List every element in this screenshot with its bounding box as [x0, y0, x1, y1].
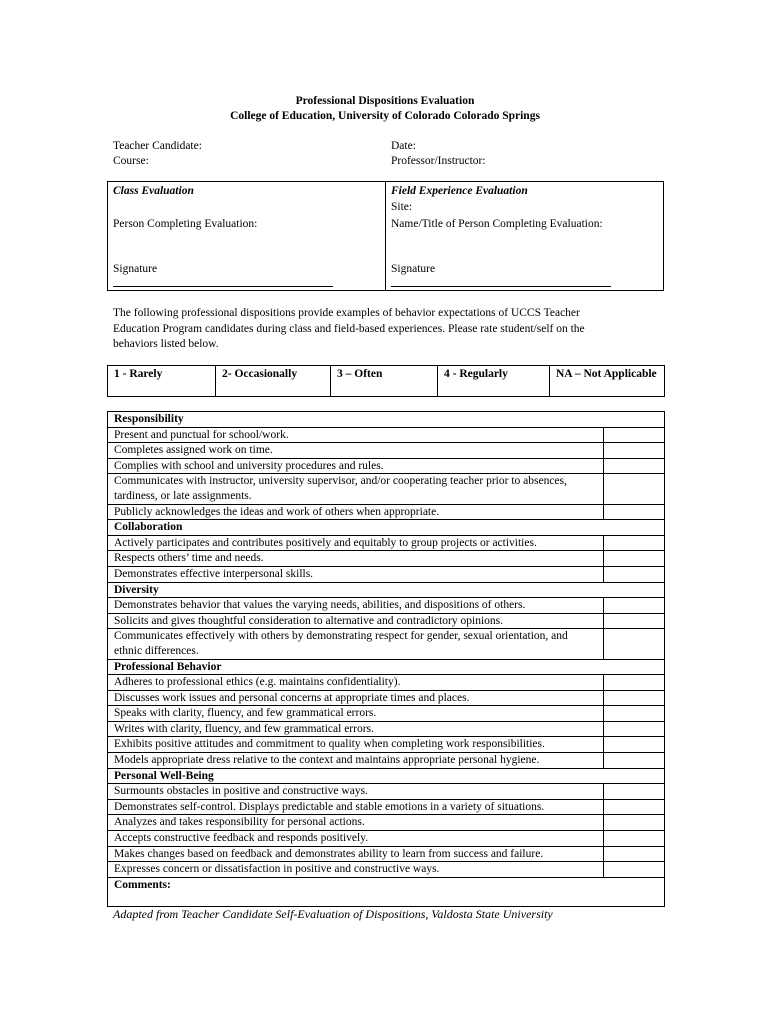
rating-cell[interactable]: [604, 753, 665, 769]
field-experience-heading: Field Experience Evaluation: [391, 185, 528, 197]
table-row: [108, 799, 665, 815]
table-row: [108, 504, 665, 520]
field-signature-line[interactable]: [391, 286, 611, 287]
behavior-item: Solicits and gives thoughtful consideration to alternative and contradictory opinions.: [108, 613, 604, 629]
rating-cell[interactable]: [604, 846, 665, 862]
table-row: [108, 535, 665, 551]
rating-cell[interactable]: [604, 458, 665, 474]
behavior-item: Present and punctual for school/work.: [108, 427, 604, 443]
table-row: [108, 815, 665, 831]
behavior-item: Completes assigned work on time.: [108, 443, 604, 459]
scale-regularly: 4 - Regularly: [438, 366, 550, 397]
behavior-item: Publicly acknowledges the ideas and work of others when appropriate.: [108, 504, 604, 520]
rating-cell[interactable]: [604, 831, 665, 847]
rating-cell[interactable]: [604, 706, 665, 722]
section-row-responsibility: [108, 412, 665, 428]
table-row: [108, 629, 665, 659]
table-row: [108, 474, 665, 504]
class-signature-label: Signature: [113, 263, 158, 275]
table-row: [108, 690, 665, 706]
behavior-item: Demonstrates self-control. Displays predictable and stable emotions in a variety of situations.: [108, 799, 604, 815]
behavior-item: Actively participates and contributes positively and equitably to group projects or activities.: [108, 535, 604, 551]
rating-cell[interactable]: [604, 799, 665, 815]
table-row: [108, 862, 665, 878]
scale-rarely: 1 - Rarely: [108, 366, 216, 397]
field-signature-label: Signature: [391, 263, 436, 275]
name-title-label: Name/Title of Person Completing Evaluation:: [391, 218, 603, 230]
behavior-item: Respects others’ time and needs.: [108, 551, 604, 567]
table-row: [108, 613, 665, 629]
rating-cell[interactable]: [604, 690, 665, 706]
evaluation-box-divider: [385, 181, 386, 291]
section-heading: Professional Behavior: [108, 659, 665, 675]
professor-label: Professor/Instructor:: [391, 155, 486, 167]
intro-line-2: Education Program candidates during class and field-based experiences. Please rate student/self on the: [113, 323, 585, 335]
rating-cell[interactable]: [604, 613, 665, 629]
section-heading: Collaboration: [108, 520, 665, 536]
table-row: [108, 737, 665, 753]
behavior-item: Demonstrates effective interpersonal skills.: [108, 566, 604, 582]
rating-cell[interactable]: [604, 504, 665, 520]
scale-often: 3 – Often: [331, 366, 438, 397]
rating-cell[interactable]: [604, 815, 665, 831]
table-row: [108, 831, 665, 847]
table-row: [108, 784, 665, 800]
section-heading: Responsibility: [108, 412, 665, 428]
behavior-item: Surmounts obstacles in positive and constructive ways.: [108, 784, 604, 800]
course-label: Course:: [113, 155, 149, 167]
rating-cell[interactable]: [604, 598, 665, 614]
teacher-candidate-label: Teacher Candidate:: [113, 140, 202, 152]
table-row: [108, 675, 665, 691]
behavior-item: Expresses concern or dissatisfaction in positive and constructive ways.: [108, 862, 604, 878]
rating-cell[interactable]: [604, 566, 665, 582]
footer-attribution: Adapted from Teacher Candidate Self-Evaluation of Dispositions, Valdosta State University: [113, 907, 553, 921]
section-row-professional-behavior: [108, 659, 665, 675]
rating-cell[interactable]: [604, 427, 665, 443]
table-row: [108, 566, 665, 582]
dispositions-table: [107, 411, 665, 907]
rating-scale-row: [108, 366, 665, 397]
form-title: Professional Dispositions Evaluation: [295, 95, 475, 107]
rating-cell[interactable]: [604, 629, 665, 659]
behavior-item: Demonstrates behavior that values the varying needs, abilities, and dispositions of others.: [108, 598, 604, 614]
table-row: [108, 721, 665, 737]
class-person-completing-label: Person Completing Evaluation:: [113, 218, 258, 230]
table-row: [108, 846, 665, 862]
rating-cell[interactable]: [604, 737, 665, 753]
table-row: [108, 458, 665, 474]
rating-scale-table: [107, 365, 665, 397]
section-heading: Diversity: [108, 582, 665, 598]
section-row-personal-well-being: [108, 768, 665, 784]
table-row: [108, 598, 665, 614]
table-row: [108, 443, 665, 459]
rating-cell[interactable]: [604, 443, 665, 459]
rating-cell[interactable]: [604, 784, 665, 800]
rating-cell[interactable]: [604, 862, 665, 878]
rating-cell[interactable]: [604, 474, 665, 504]
comments-row: [108, 877, 665, 906]
behavior-item: Speaks with clarity, fluency, and few grammatical errors.: [108, 706, 604, 722]
scale-occasionally: 2- Occasionally: [216, 366, 331, 397]
table-row: [108, 551, 665, 567]
section-row-collaboration: [108, 520, 665, 536]
form-subtitle: College of Education, University of Colorado Colorado Springs: [230, 110, 540, 122]
behavior-item: Complies with school and university procedures and rules.: [108, 458, 604, 474]
behavior-item: Communicates with instructor, university supervisor, and/or cooperating teacher prior to absences, tardiness, or late assignments.: [108, 474, 604, 504]
behavior-item: Communicates effectively with others by demonstrating respect for gender, sexual orientation, and ethnic differences.: [108, 629, 604, 659]
rating-cell[interactable]: [604, 551, 665, 567]
table-row: [108, 706, 665, 722]
behavior-item: Writes with clarity, fluency, and few grammatical errors.: [108, 721, 604, 737]
section-row-diversity: [108, 582, 665, 598]
behavior-item: Makes changes based on feedback and demonstrates ability to learn from success and failure.: [108, 846, 604, 862]
intro-line-1: The following professional dispositions provide examples of behavior expectations of UCCS Teacher: [113, 307, 580, 319]
section-heading: Personal Well-Being: [108, 768, 665, 784]
intro-line-3: behaviors listed below.: [113, 338, 219, 350]
class-signature-line[interactable]: [113, 286, 333, 287]
comments-field[interactable]: Comments:: [108, 877, 665, 906]
behavior-item: Discusses work issues and personal concerns at appropriate times and places.: [108, 690, 604, 706]
table-row: [108, 427, 665, 443]
behavior-item: Adheres to professional ethics (e.g. maintains confidentiality).: [108, 675, 604, 691]
rating-cell[interactable]: [604, 675, 665, 691]
site-label: Site:: [391, 201, 413, 213]
behavior-item: Analyzes and takes responsibility for personal actions.: [108, 815, 604, 831]
date-label: Date:: [391, 140, 416, 152]
table-row: [108, 753, 665, 769]
rating-cell[interactable]: [604, 535, 665, 551]
behavior-item: Exhibits positive attitudes and commitment to quality when completing work responsibilities.: [108, 737, 604, 753]
rating-cell[interactable]: [604, 721, 665, 737]
class-evaluation-heading: Class Evaluation: [113, 185, 194, 197]
behavior-item: Accepts constructive feedback and responds positively.: [108, 831, 604, 847]
scale-not-applicable: NA – Not Applicable: [550, 366, 665, 397]
behavior-item: Models appropriate dress relative to the context and maintains appropriate personal hygiene.: [108, 753, 604, 769]
